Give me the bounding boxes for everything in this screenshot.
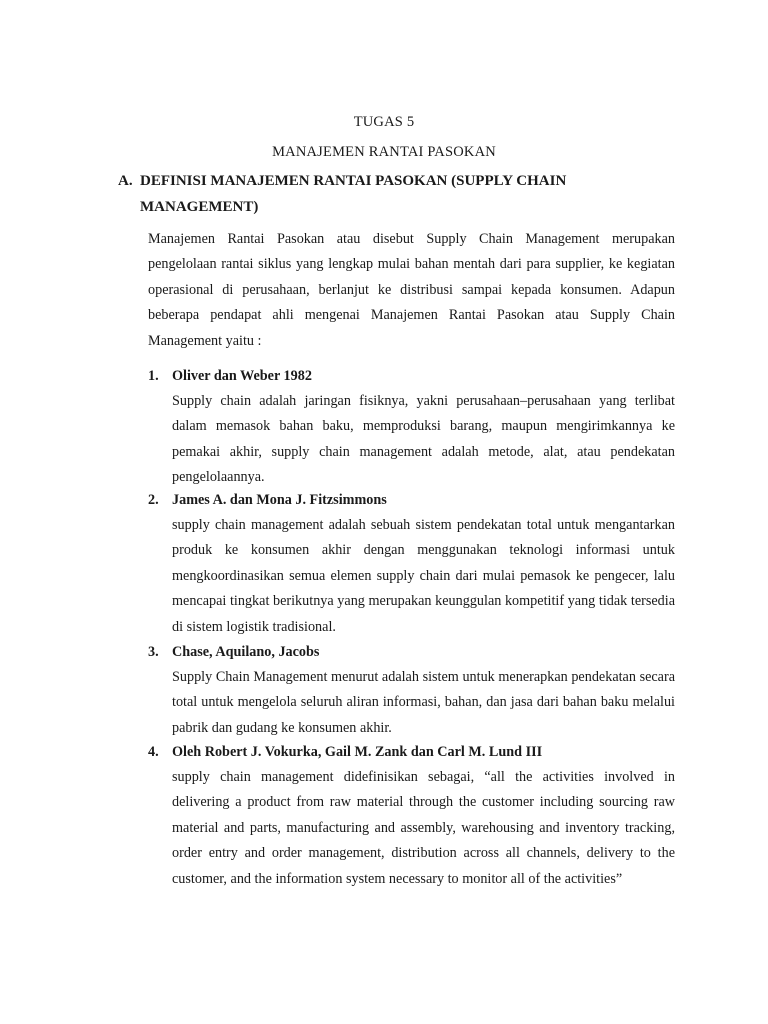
item-number: 4.	[148, 744, 159, 760]
item-author: James A. dan Mona J. Fitzsimmons	[172, 492, 387, 508]
section-letter: A.	[118, 173, 133, 189]
definition-item-4	[148, 740, 675, 892]
item-author: Oleh Robert J. Vokurka, Gail M. Zank dan Carl M. Lund III	[172, 744, 543, 760]
item-text: Supply Chain Management menurut adalah sistem untuk menerapkan pendekatan secara total untuk mengelola seluruh aliran informasi, bahan, dan jasa dari bahan baku melalui pabrik dan gudang ke konsumen akhir.	[172, 669, 675, 736]
definition-item-2	[148, 488, 675, 640]
item-author: Oliver dan Weber 1982	[172, 368, 312, 384]
document-title: MANAJEMEN RANTAI PASOKAN	[272, 144, 496, 160]
section-heading	[118, 168, 678, 220]
intro-paragraph: Manajemen Rantai Pasokan atau disebut Supply Chain Management merupakan pengelolaan rantai siklus yang lengkap mulai bahan mentah dari para supplier, ke kegiatan operasional di perusahaan, berlanjut ke distribusi sampai kepada konsumen. Adapun beberapa pendapat ahli mengenai Manajemen Rantai Pasokan atau Supply Chain Management yaitu :	[148, 231, 675, 349]
item-number: 3.	[148, 644, 159, 660]
definition-item-1	[148, 364, 675, 491]
item-text: Supply chain adalah jaringan fisiknya, yakni perusahaan–perusahaan yang terlibat dalam memasok bahan baku, memproduksi barang, maupun mengirimkannya ke pemakai akhir, supply chain management adalah metode, alat, atau pendekatan pengelolaannya.	[172, 393, 675, 486]
definition-item-3	[148, 640, 675, 741]
item-text: supply chain management adalah sebuah sistem pendekatan total untuk mengantarkan produk ke konsumen akhir dengan menggunakan teknologi informasi untuk mengkoordinasikan semua elemen supply chain dari mulai pemasok ke pengecer, lalu mencapai tingkat berikutnya yang merupakan keunggulan kompetitif yang tidak tersedia di sistem logistik tradisional.	[172, 517, 675, 635]
item-text: supply chain management didefinisikan sebagai, “all the activities involved in delivering a product from raw material through the customer including sourcing raw material and parts, manufacturing and assembly, warehousing and inventory tracking, order entry and order management, distribution across all channels, delivery to the customer, and the information system necessary to monitor all of the activities”	[172, 769, 675, 887]
item-author: Chase, Aquilano, Jacobs	[172, 644, 320, 660]
item-number: 1.	[148, 368, 159, 384]
item-number: 2.	[148, 492, 159, 508]
task-title: TUGAS 5	[353, 114, 415, 130]
section-heading-text: DEFINISI MANAJEMEN RANTAI PASOKAN (SUPPLY CHAIN MANAGEMENT)	[140, 173, 567, 215]
